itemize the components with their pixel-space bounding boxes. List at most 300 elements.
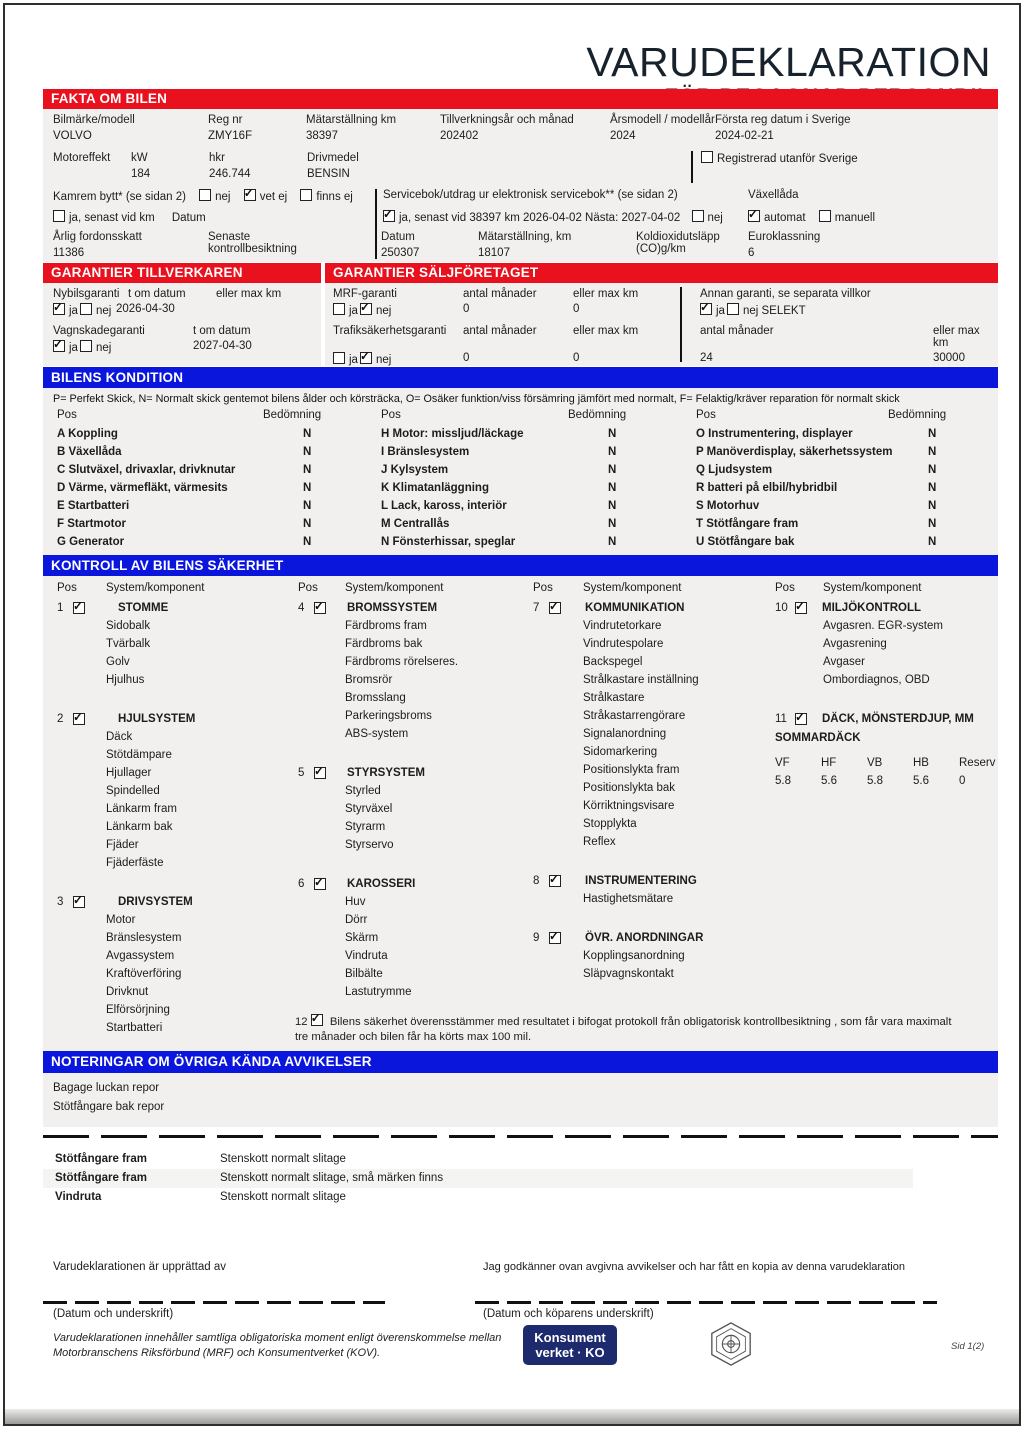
vagnskade-ja-checkbox[interactable] [53,340,65,352]
kamrem-label: Kamrem bytt* (se sidan 2) [53,191,186,203]
kondition-item [57,515,378,533]
safety-item: Avgasrening [823,638,887,650]
kondition-item-grade: N [608,500,617,512]
section-header-safety: KONTROLL AV BILENS SÄKERHET [43,555,998,576]
group-number: 8 [533,875,540,887]
annan-nej-checkbox[interactable] [727,303,739,315]
kondition-item-label: B Växellåda [57,446,122,458]
trafik-max-value: 0 [573,352,580,364]
nej-label: nej [95,342,112,354]
tyre-subtitle: SOMMARDÄCK [775,732,861,744]
field-label: Tillverkningsår och månad [440,114,574,126]
pos-header: Pos [381,409,401,421]
badge-line1: Konsument [534,1330,606,1345]
damage-note: Stenskott normalt slitage [220,1191,346,1203]
safety-item: Tvärbalk [106,638,151,650]
ja-label: ja [716,305,725,317]
varudeklaration-form [3,3,1021,1426]
kamrem-vetej-label: vet ej [259,191,288,203]
tyre-value: 5.8 [867,775,883,787]
group-3-checkbox[interactable] [73,896,85,908]
antal-manader-label: antal månader [463,288,537,300]
safety-item: Motor [106,914,136,926]
mrf-man-value: 0 [463,303,470,315]
kondition-item [57,443,378,461]
max-km-label: eller max km [573,325,639,337]
group-number: 2 [57,713,64,725]
comp-header: System/komponent [345,582,444,594]
field-value-brand: VOLVO [53,130,92,142]
field-label: Reg nr [208,114,243,126]
safety-section [43,576,998,1051]
table-row [43,1150,913,1169]
safety-group-miljokontroll [775,599,995,689]
kondition-item [381,497,693,515]
safety-item: Vindruta [345,950,388,962]
safety-item: Avgassystem [106,950,175,962]
kondition-item-label: G Generator [57,536,125,548]
konsumentverket-badge [523,1325,617,1365]
kondition-item-grade: N [928,482,937,494]
garanti-saljforetaget-section [325,283,998,366]
safety-item: Avgasren. EGR-system [823,620,943,632]
safety-group-kommunikation [533,599,775,851]
safety-item: Hastighetsmätare [583,893,674,905]
vaxellada-manuell-label: manuell [834,212,876,224]
page-title: VARUDEKLARATION [586,39,991,85]
damage-note: Stenskott normalt slitage [220,1153,346,1165]
safety-item: Bilbälte [345,968,383,980]
kondition-item [696,461,998,479]
group-11-checkbox[interactable] [795,713,807,725]
group-items [533,617,775,851]
field-value-kw: 184 [131,168,151,180]
group-title: KOMMUNIKATION [585,602,685,614]
servicebok-nej-checkbox[interactable] [692,210,704,222]
vaxellada-automat-label: automat [764,212,806,224]
registered-outside-checkbox[interactable] [701,151,713,163]
annan-ja-checkbox[interactable] [700,303,712,315]
group-title: BROMSSYSTEM [347,602,438,614]
tom-datum-label: t om datum [128,288,186,300]
tyre-value: 5.6 [913,775,929,787]
kondition-item-label: J Kylsystem [381,464,449,476]
pos-header: Pos [57,409,77,421]
group-title: HJULSYSTEM [118,713,196,725]
footer [43,1261,998,1391]
kondition-item-grade: N [608,536,617,548]
kondition-item [696,443,998,461]
tyre-header: VF [775,757,790,769]
safety-item: Golv [106,656,130,668]
kondition-item [696,425,998,443]
kamrem-ja-label: ja, senast vid km [69,212,155,224]
safety-item: Bränslesystem [106,932,182,944]
trafiksakerhetsgaranti-label: Trafiksäkerhetsgaranti [333,325,447,337]
group-number: 11 [775,713,787,725]
group-number: 7 [533,602,540,614]
field-value-modelyear: 2024 [610,130,636,142]
kondition-item-grade: N [608,518,617,530]
trafik-nej-checkbox[interactable] [360,352,372,364]
field-label: Mätarställning km [306,114,397,126]
nej-label: nej [375,354,392,366]
section-header-garanti-tillverkaren: GARANTIER TILLVERKAREN [43,263,321,283]
safety-item: Styrservo [345,839,394,851]
safety-item: Strålkastare [583,692,645,704]
kondition-item [381,533,693,551]
safety-item: Fjäder [106,839,139,851]
safety-item: Parkeringsbroms [345,710,432,722]
section-header-garanti-saljforetaget: GARANTIER SÄLJFÖRETAGET [325,263,998,283]
safety-item: Sidobalk [106,620,151,632]
servicebok-nej-label: nej [707,212,723,224]
kondition-item-label: K Klimatanläggning [381,482,489,494]
kondition-item [381,515,693,533]
safety-item: Strålkastare inställning [583,674,699,686]
note-12-checkbox[interactable] [311,1014,323,1026]
group-title: KAROSSERI [347,878,416,890]
safety-item: Sidomarkering [583,746,658,758]
field-label: Första reg datum i Sverige [715,114,851,126]
grade-header: Bedömning [568,409,627,421]
kondition-item-grade: N [303,518,312,530]
kondition-item-label: H Motor: missljud/läckage [381,428,524,440]
group-title: STOMME [118,602,169,614]
group-number: 9 [533,932,540,944]
kondition-item [381,425,693,443]
kondition-item-grade: N [303,446,312,458]
nybils-tom-value: 2026-04-30 [116,303,175,315]
safety-note-12 [295,1014,963,1045]
safety-item: Färdbroms fram [345,620,427,632]
safety-item: Hjullager [106,767,152,779]
kondition-col2 [381,425,693,551]
field-label: Årsmodell / modellår [610,114,715,126]
group-items [533,890,775,908]
safety-group-stomme [57,599,295,689]
kondition-item-grade: N [608,482,617,494]
tyre-value: 5.6 [821,775,837,787]
safety-group-dack [775,710,995,790]
kondition-item-grade: N [928,500,937,512]
safety-item: Startbatteri [106,1022,163,1034]
field-value-hkr: 246.744 [209,168,251,180]
safety-item: Ombordiagnos, OBD [823,674,930,686]
mrf-garanti-label: MRF-garanti [333,288,397,300]
notering-line: Bagage luckan repor [53,1082,160,1094]
kondition-item [381,461,693,479]
tyre-value: 0 [959,775,966,787]
nej-label: nej [742,305,759,317]
tyre-headers [775,754,995,772]
field-label: Mätarställning, km [478,231,572,243]
section-header-noteringar: NOTERINGAR OM ÖVRIGA KÄNDA AVVIKELSER [43,1051,998,1073]
servicebok-ja-label: ja, senast vid 38397 km 2026-04-02 Nästa: 2027-04-02 [399,212,681,224]
group-7-checkbox[interactable] [549,602,561,614]
vaxellada-automat-checkbox[interactable] [748,210,760,222]
damage-table [43,1150,998,1207]
annan-max-value: 30000 [933,352,965,364]
group-5-checkbox[interactable] [314,767,326,779]
safety-item: Hjulhus [106,674,145,686]
group-6-checkbox[interactable] [314,878,326,890]
ja-label: ja [69,342,78,354]
trafik-man-value: 0 [463,352,470,364]
comp-header: System/komponent [823,582,922,594]
group-number: 5 [298,767,305,779]
safety-group-karosseri [298,875,530,1001]
kondition-item-label: S Motorhuv [696,500,760,512]
field-label: hkr [209,152,225,164]
scan-edge [5,1409,1019,1424]
kondition-item [57,497,378,515]
safety-item: Huv [345,896,366,908]
kondition-item-label: T Stötfångare fram [696,518,799,530]
buyer-approval-label: Jag godkänner ovan avgivna avvikelser och har fått en kopia av denna varudeklaration [483,1261,905,1273]
group-number: 3 [57,896,64,908]
safety-item: Vindrutespolare [583,638,664,650]
max-km-label: eller max km [216,288,282,300]
group-items [298,617,530,743]
kamrem-finnsej-checkbox[interactable] [300,189,312,201]
table-row [43,1169,913,1188]
tyre-header: VB [867,757,883,769]
safety-item: Spindelled [106,785,160,797]
nybils-ja-checkbox[interactable] [53,303,65,315]
safety-item: Reflex [583,836,616,848]
kamrem-nej-label: nej [215,191,231,203]
group-1-checkbox[interactable] [73,602,85,614]
safety-group-bromssystem [298,599,530,743]
kondition-item-grade: N [928,428,937,440]
nybilsgaranti-label: Nybilsgaranti [53,288,120,300]
group-8-checkbox[interactable] [549,875,561,887]
kondition-item [696,497,998,515]
safety-item: Länkarm bak [106,821,173,833]
kondition-item [381,479,693,497]
field-value-euroclass: 6 [748,247,755,259]
safety-item: Backspegel [583,656,643,668]
group-4-checkbox[interactable] [314,602,326,614]
comp-header: System/komponent [106,582,205,594]
safety-group-ovr-anordningar [533,929,775,983]
group-items [298,782,530,854]
kondition-item-label: Q Ljudsystem [696,464,773,476]
group-items [57,617,295,689]
nej-label: nej [95,305,112,317]
badge-line2: verket · KO [535,1345,605,1360]
safety-item: Dörr [345,914,368,926]
max-km-label: eller max km [933,325,980,349]
ja-label: ja [349,305,358,317]
trafik-ja-checkbox[interactable] [333,352,345,364]
kondition-item [696,479,998,497]
max-km-label: eller max km [573,288,639,300]
tyre-header: Reserv [959,757,996,769]
kondition-item-label: E Startbatteri [57,500,130,512]
pos-header: Pos [533,582,553,594]
group-2-checkbox[interactable] [73,713,85,725]
kondition-item-grade: N [608,446,617,458]
fakta-section [43,109,998,262]
kondition-section [43,388,998,555]
tyre-header: HF [821,757,837,769]
kondition-item [57,533,378,551]
group-title: ÖVR. ANORDNINGAR [585,932,704,944]
group-9-checkbox[interactable] [549,932,561,944]
dashed-separator [43,1135,998,1138]
servicebok-ja-checkbox[interactable] [383,210,395,222]
group-number: 4 [298,602,305,614]
notering-line: Stötfångare bak repor [53,1101,165,1113]
section-header-fakta: FAKTA OM BILEN [43,89,998,109]
pos-header: Pos [57,582,77,594]
nej-label: nej [375,305,392,317]
safety-item: Drivknut [106,986,149,998]
vaxellada-manuell-checkbox[interactable] [819,210,831,222]
document-title-block [5,5,1019,89]
field-value-inspection-date: 250307 [381,247,420,259]
kamrem-vetej-checkbox[interactable] [244,189,256,201]
kondition-item-grade: N [928,518,937,530]
group-number: 6 [298,878,305,890]
safety-item: Signalanordning [583,728,667,740]
kondition-item-grade: N [928,446,937,458]
legal-text: Varudeklarationen innehåller samtliga obligatoriska moment enligt överenskommelse mellan Motorbranschens Riksförbund (MRF) och Konsumentverket (KOV). [53,1332,502,1359]
servicebok-label: Servicebok/utdrag ur elektronisk servicebok** (se sidan 2) [383,189,678,201]
tyre-header: HB [913,757,929,769]
kondition-item-label: M Centrallås [381,518,450,530]
safety-group-hjulsystem [57,710,295,872]
field-label: Senaste kontrollbesiktning [208,231,297,255]
mrf-ja-checkbox[interactable] [333,303,345,315]
kondition-item [696,533,998,551]
safety-item: Avgaser [823,656,865,668]
kondition-item-grade: N [928,464,937,476]
field-label: Motoreffekt [53,152,111,164]
group-items [298,893,530,1001]
damage-part: Vindruta [55,1191,102,1203]
kondition-item [381,443,693,461]
safety-item: Lastutrymme [345,986,412,998]
tom-datum-label: t om datum [193,325,251,337]
annan-garanti-label: Annan garanti, se separata villkor [700,288,871,300]
group-10-checkbox[interactable] [795,602,807,614]
group-items [57,911,295,1037]
kondition-col3 [696,425,998,551]
vagnskadegaranti-label: Vagnskadegaranti [53,325,145,337]
ja-label: ja [349,354,358,366]
buyer-signature-caption: (Datum och köparens underskrift) [483,1308,654,1320]
kondition-item-grade: N [608,428,617,440]
group-title: INSTRUMENTERING [585,875,697,887]
kondition-item-label: F Startmotor [57,518,126,530]
kondition-item [57,425,378,443]
antal-manader-label: antal månader [463,325,537,337]
kondition-item-label: D Värme, värmefläkt, värmesits [57,482,228,494]
kamrem-ja-checkbox[interactable] [53,210,65,222]
note-12-text: Bilens säkerhet överensstämmer med resultatet i bifogat protokoll från obligatorisk kontrollbesiktning , som får vara maximalt tre månader och bilen får ha körts max 100 mil. [295,1016,952,1043]
mrf-nej-checkbox[interactable] [360,303,372,315]
safety-item: Stråkastarrengörare [583,710,686,722]
group-items [533,947,775,983]
mrf-logo-icon [708,1321,754,1370]
kamrem-nej-checkbox[interactable] [199,189,211,201]
kondition-item-grade: N [303,428,312,440]
vaxellada-label: Växellåda [748,189,799,201]
pos-header: Pos [696,409,716,421]
field-value-regnr: ZMY16F [208,130,253,142]
safety-item: Styrled [345,785,381,797]
kondition-col1 [57,425,378,551]
safety-item: Elförsörjning [106,1004,170,1016]
seller-signature-caption: (Datum och underskrift) [53,1308,174,1320]
kondition-item-label: A Koppling [57,428,118,440]
kondition-item [696,515,998,533]
damage-part: Stötfångare fram [55,1153,148,1165]
safety-item: Positionslykta fram [583,764,680,776]
safety-item: Däck [106,731,133,743]
registered-outside-label: Registrerad utanför Sverige [717,153,858,165]
kondition-item-label: P Manöverdisplay, säkerhetssystem [696,446,893,458]
safety-item: Fjäderfäste [106,857,164,869]
ja-label: ja [69,305,78,317]
kondition-item-grade: N [303,464,312,476]
kamrem-finnsej-label: finns ej [316,191,353,203]
safety-item: Stötdämpare [106,749,172,761]
safety-item: Kraftöverföring [106,968,182,980]
annan-man-value: 24 [700,352,713,364]
safety-item: Kopplingsanordning [583,950,685,962]
nybils-nej-checkbox[interactable] [80,303,92,315]
kondition-item-label: N Fönsterhissar, speglar [381,536,516,548]
safety-item: Stopplykta [583,818,637,830]
field-label: Drivmedel [307,152,359,164]
field-label: Bilmärke/modell [53,114,135,126]
damage-note: Stenskott normalt slitage, små märken finns [220,1172,444,1184]
pos-header: Pos [298,582,318,594]
kondition-item-label: R batteri på elbil/hybridbil [696,482,838,494]
kondition-item-grade: N [928,536,937,548]
field-label: kW [131,152,148,164]
field-value-odometer: 38397 [306,130,338,142]
kondition-item-grade: N [608,464,617,476]
safety-item: Släpvagnskontakt [583,968,674,980]
grade-header: Bedömning [888,409,947,421]
pos-header: Pos [775,582,795,594]
seller-signature-line[interactable] [43,1301,385,1304]
kondition-item-grade: N [303,536,312,548]
vagnskade-nej-checkbox[interactable] [80,340,92,352]
noteringar-section [43,1073,998,1127]
mrf-max-value: 0 [573,303,580,315]
field-label: Årlig fordonsskatt [53,231,142,243]
field-value-fuel: BENSIN [307,168,350,180]
kondition-item-label: U Stötfångare bak [696,536,795,548]
garanti-tillverkaren-section [43,283,321,366]
kamrem-datum-label: Datum [171,212,206,224]
kondition-item-grade: N [303,500,312,512]
kondition-item-label: C Slutväxel, drivaxlar, drivknutar [57,464,236,476]
grade-header: Bedömning [263,409,322,421]
safety-group-instrumentering [533,872,775,908]
buyer-signature-line[interactable] [475,1301,937,1304]
kondition-item-label: L Lack, kaross, interiör [381,500,507,512]
safety-item: Bromsslang [345,692,406,704]
safety-item: Länkarm fram [106,803,177,815]
field-value-tax: 11386 [53,247,85,259]
